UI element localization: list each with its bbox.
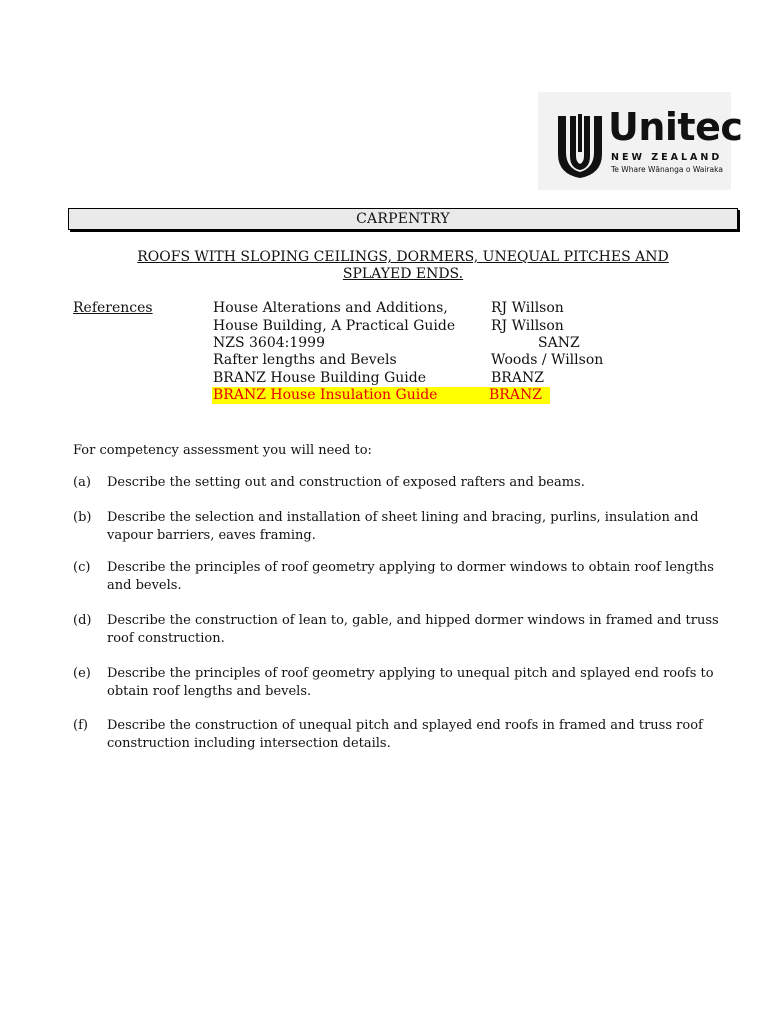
document-subtitle: [90, 249, 716, 283]
reference-title: House Building, A Practical Guide: [213, 318, 456, 334]
reference-author: BRANZ: [489, 387, 542, 403]
reference-title: Rafter lengths and Bevels: [213, 352, 397, 368]
unitec-emblem-icon: [556, 112, 604, 178]
list-marker: (a): [73, 475, 91, 490]
reference-title: House Alterations and Additions,: [213, 300, 448, 316]
list-item-text: Describe the principles of roof geometry applying to dormer windows to obtain roof lengths and bevels.: [107, 560, 714, 593]
list-marker: (b): [73, 510, 92, 525]
list-marker: (e): [73, 666, 91, 681]
unitec-logo: [538, 92, 743, 190]
subtitle-line-2: SPLAYED ENDS.: [342, 266, 464, 282]
document-title: CARPENTRY: [68, 208, 738, 230]
logo-subtitle: NEW ZEALAND: [611, 152, 723, 163]
list-marker: (d): [73, 613, 92, 628]
subtitle-line-1: ROOFS WITH SLOPING CEILINGS, DORMERS, UNEQUAL PITCHES AND: [137, 249, 669, 265]
reference-title: NZS 3604:1999: [213, 335, 325, 351]
reference-author: BRANZ: [491, 370, 544, 386]
unitec-wordmark: Unitec: [608, 105, 743, 149]
reference-author: SANZ: [538, 335, 580, 351]
list-marker: (f): [73, 718, 88, 733]
list-item-text: Describe the selection and installation of sheet lining and bracing, purlins, insulation and vapour barriers, eaves framing.: [107, 510, 699, 543]
list-item-text: Describe the construction of unequal pitch and splayed end roofs in framed and truss roof construction including intersection details.: [107, 718, 703, 751]
reference-author: RJ Willson: [491, 318, 564, 334]
list-item-text: Describe the construction of lean to, gable, and hipped dormer windows in framed and truss roof construction.: [107, 613, 719, 646]
logo-maori-text: Te Whare Wānanga o Wairaka: [611, 165, 723, 174]
list-marker: (c): [73, 560, 91, 575]
reference-author: Woods / Willson: [491, 352, 604, 368]
list-item-text: Describe the setting out and construction of exposed rafters and beams.: [107, 475, 585, 490]
assessment-intro: For competency assessment you will need to:: [73, 443, 372, 458]
reference-title: BRANZ House Building Guide: [213, 370, 426, 386]
list-item-text: Describe the principles of roof geometry applying to unequal pitch and splayed end roofs to obtain roof lengths and bevels.: [107, 666, 714, 699]
references-label: References: [73, 300, 153, 316]
reference-title: BRANZ House Insulation Guide: [213, 387, 438, 403]
reference-author: RJ Willson: [491, 300, 564, 316]
